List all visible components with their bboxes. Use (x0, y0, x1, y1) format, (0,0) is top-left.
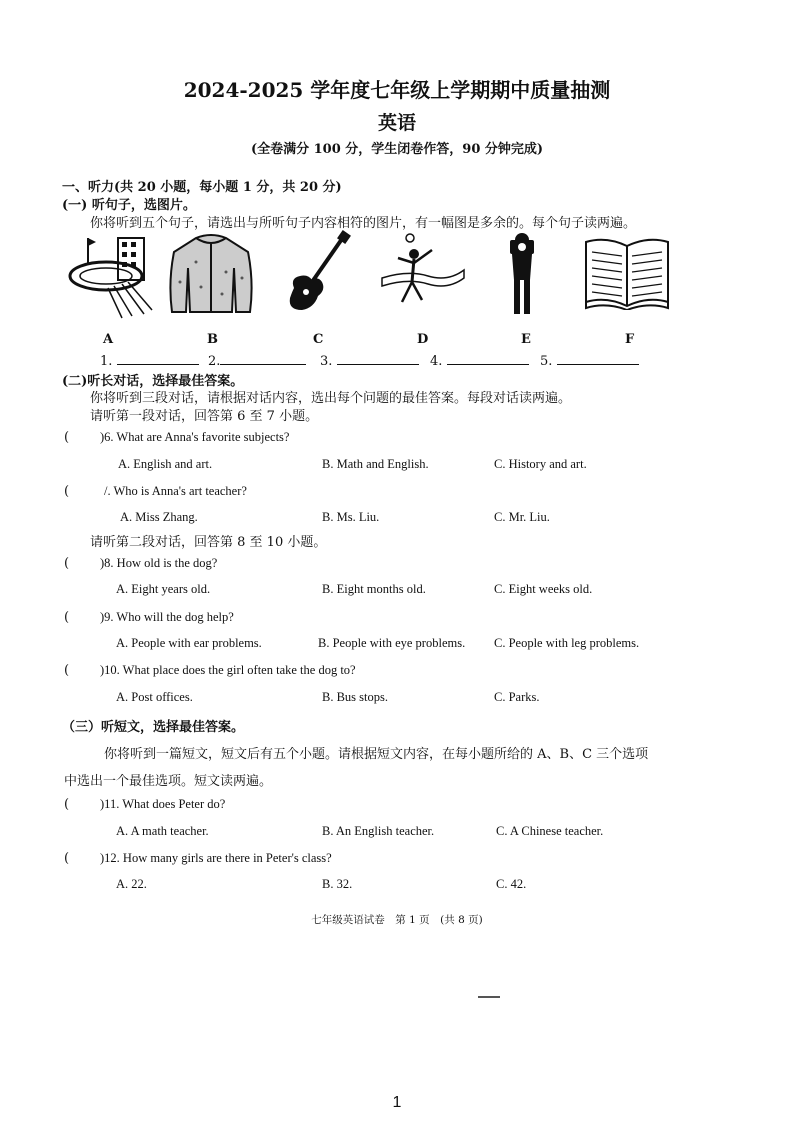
option-10c[interactable]: C. Parks. (494, 690, 540, 704)
part1-heading: 一、听力(共 20 小题，每小题 1 分，共 20 分) (62, 180, 342, 195)
playground-icon (66, 230, 156, 320)
option-7c[interactable]: C. Mr. Liu. (494, 510, 550, 524)
sec2-heading: (二)听长对话，选择最佳答案。 (62, 374, 244, 389)
option-11a[interactable]: A. A math teacher. (116, 824, 209, 838)
question-11: )11. What does Peter do? (100, 797, 226, 811)
option-8a[interactable]: A. Eight years old. (116, 582, 211, 596)
sec2-instruction: 你将听到三段对话，请根据对话内容，选出每个问题的最佳答案。每段对话读两遍。 (90, 391, 572, 406)
exam-note: (全卷满分 100 分，学生闭卷作答，90 分钟完成) (250, 142, 544, 157)
answer-paren-7[interactable]: ( (64, 484, 70, 499)
option-8c[interactable]: C. Eight weeks old. (494, 582, 593, 596)
option-9a[interactable]: A. People with ear problems. (116, 636, 262, 650)
picture-letter-a: A (103, 332, 114, 347)
option-7b[interactable]: B. Ms. Liu. (322, 510, 380, 524)
option-11c[interactable]: C. A Chinese teacher. (496, 824, 604, 838)
question-12: )12. How many girls are there in Peter's class? (100, 851, 332, 865)
answer-blank-4[interactable]: 4. (430, 352, 529, 369)
guitar-icon (284, 230, 354, 314)
sec1-heading: (一) 听句子，选图片。 (62, 198, 196, 213)
answer-blank-3[interactable]: 3. (320, 352, 419, 369)
question-9: )9. Who will the dog help? (100, 610, 234, 624)
exam-title: 2024-2025 学年度七年级上学期期中质量抽测 (183, 78, 611, 102)
answer-paren-9[interactable]: ( (64, 610, 70, 625)
option-10b[interactable]: B. Bus stops. (322, 690, 388, 704)
option-6a[interactable]: A. English and art. (118, 457, 213, 471)
sec1-instruction: 你将听到五个句子，请选出与所听句子内容相符的图片，有一幅图是多余的。每个句子读两遍。 (90, 216, 637, 231)
answer-blank-5[interactable]: 5. (540, 352, 639, 369)
option-9b[interactable]: B. People with eye problems. (318, 636, 466, 650)
picture-letter-c: C (313, 332, 324, 347)
option-12c[interactable]: C. 42. (496, 877, 527, 891)
picture-letter-b: B (207, 332, 218, 347)
option-9c[interactable]: C. People with leg problems. (494, 636, 640, 650)
sec3-instruction-2: 中选出一个最佳选项。短文读两遍。 (64, 774, 273, 789)
answer-paren-6[interactable]: ( (64, 430, 70, 445)
question-7: /. Who is Anna's art teacher? (104, 484, 247, 498)
subject-title: 英语 (377, 112, 416, 134)
answer-paren-8[interactable]: ( (64, 556, 70, 571)
sec3-heading: （三）听短文，选择最佳答案。 (62, 720, 245, 735)
option-6b[interactable]: B. Math and English. (322, 457, 429, 471)
photographer-icon (498, 230, 548, 318)
question-8: )8. How old is the dog? (100, 556, 218, 570)
picture-letter-d: D (417, 332, 429, 347)
scan-mark (478, 996, 500, 998)
picture-letter-f: F (625, 332, 635, 347)
dialog2-instruction: 请听第二段对话，回答第 8 至 10 小题。 (90, 535, 327, 550)
answer-blank-2[interactable]: 2. (208, 352, 306, 369)
page-number: 1 (392, 1094, 402, 1111)
dialog1-instruction: 请听第一段对话，回答第 6 至 7 小题。 (90, 409, 319, 424)
page-footer: 七年级英语试卷 第 1 页 (共 8 页) (311, 914, 483, 926)
option-12a[interactable]: A. 22. (116, 877, 147, 891)
answer-paren-12[interactable]: ( (64, 851, 70, 866)
answer-paren-10[interactable]: ( (64, 663, 70, 678)
picture-letter-e: E (521, 332, 531, 347)
option-11b[interactable]: B. An English teacher. (322, 824, 435, 838)
option-10a[interactable]: A. Post offices. (116, 690, 193, 704)
option-7a[interactable]: A. Miss Zhang. (120, 510, 198, 524)
question-6: )6. What are Anna's favorite subjects? (100, 430, 290, 444)
answer-paren-11[interactable]: ( (64, 797, 70, 812)
option-8b[interactable]: B. Eight months old. (322, 582, 426, 596)
question-10: )10. What place does the girl often take the dog to? (100, 663, 356, 677)
option-12b[interactable]: B. 32. (322, 877, 353, 891)
runner-finish-icon (378, 230, 468, 318)
option-6c[interactable]: C. History and art. (494, 457, 587, 471)
sec3-instruction-1: 你将听到一篇短文，短文后有五个小题。请根据短文内容，在每小题所给的 A、B、C 三个选项 (104, 747, 649, 762)
open-book-icon (582, 234, 672, 310)
answer-blank-1[interactable]: 1. (100, 352, 199, 369)
jacket-icon (166, 232, 256, 316)
